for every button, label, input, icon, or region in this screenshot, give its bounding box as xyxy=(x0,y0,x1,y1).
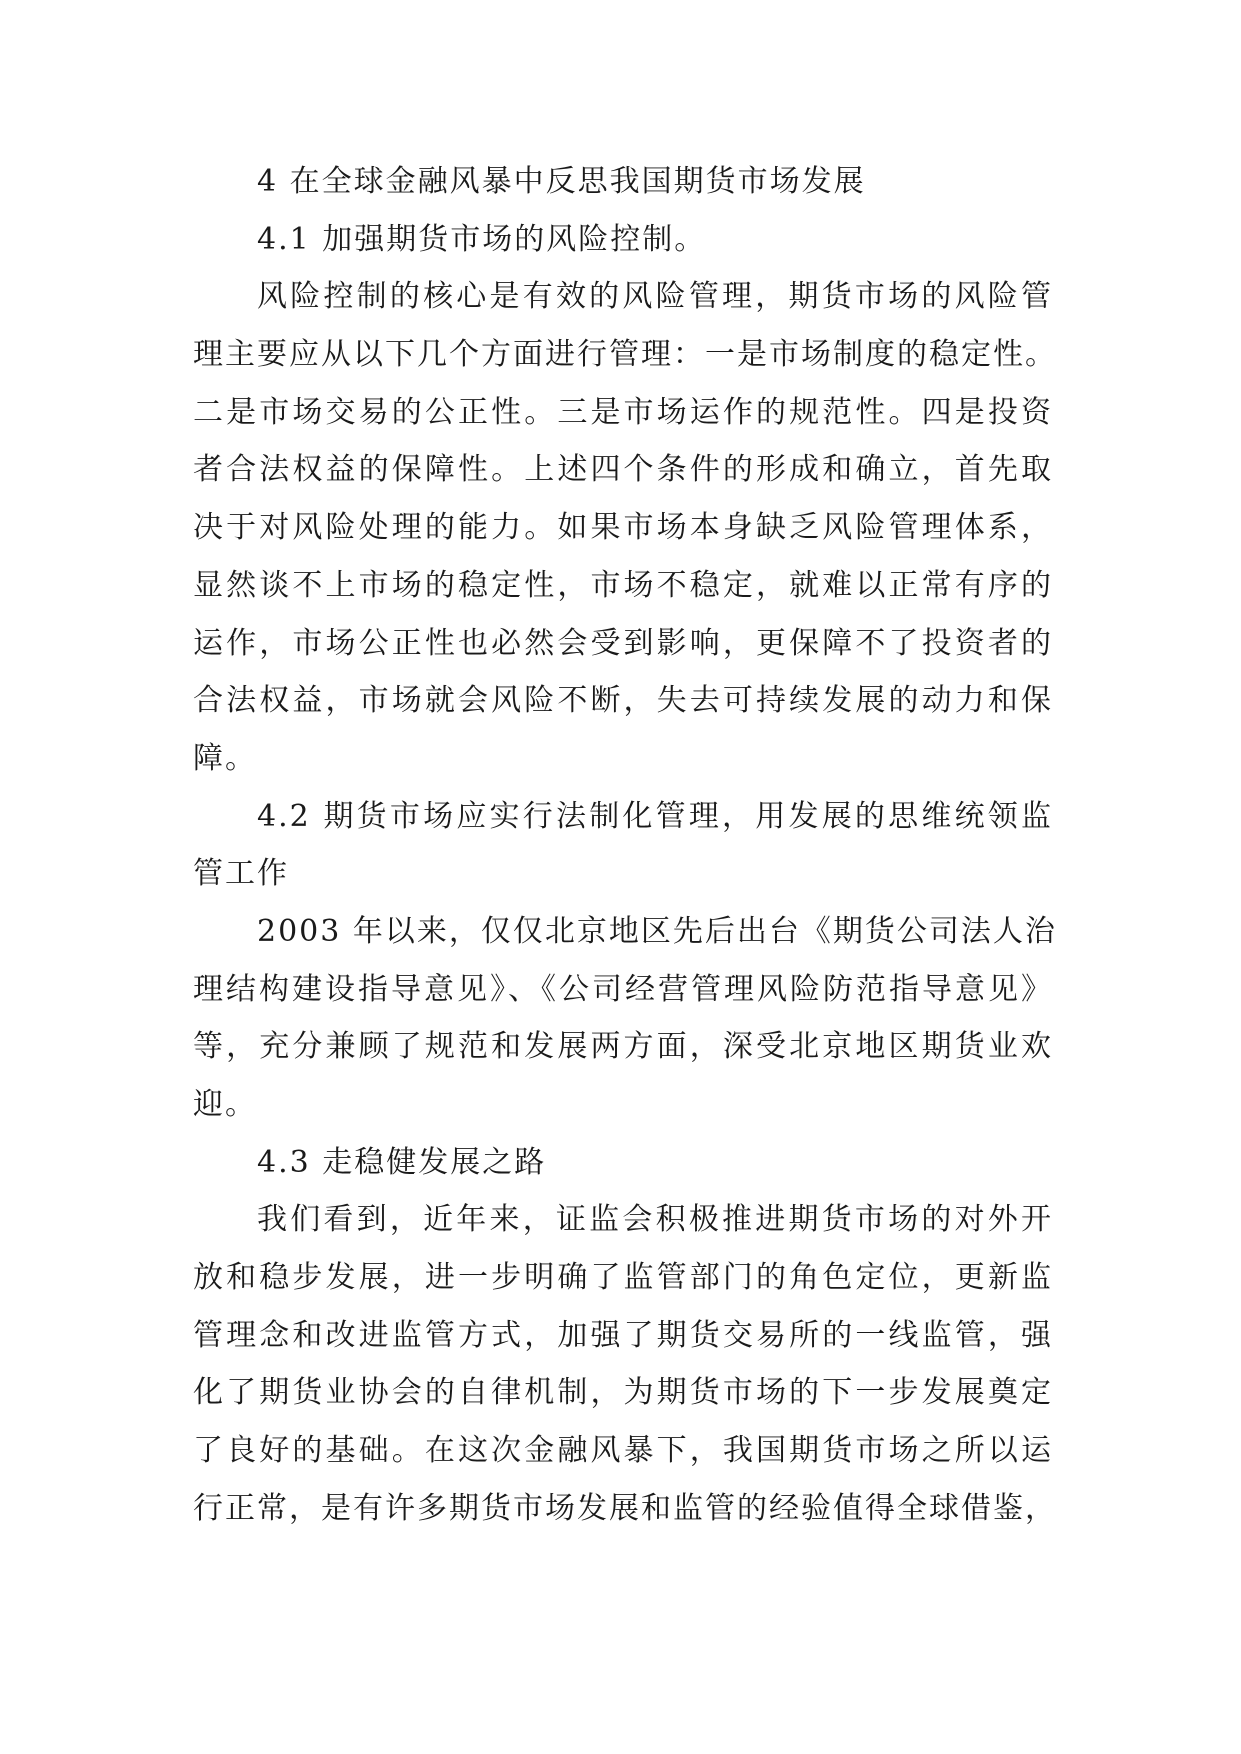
text-line: 放和稳步发展，进一步明确了监管部门的角色定位，更新监 xyxy=(193,1260,1053,1296)
text-line: 我们看到，近年来，证监会积极推进期货市场的对外开 xyxy=(257,1202,1053,1238)
section-heading xyxy=(193,153,1053,211)
text-line: 二是市场交易的公正性。三是市场运作的规范性。四是投资 xyxy=(193,394,1053,430)
text-line: 风险控制的核心是有效的风险管理，期货市场的风险管 xyxy=(257,279,1053,315)
text-line: 理主要应从以下几个方面进行管理：一是市场制度的稳定性。 xyxy=(193,337,1057,373)
body-paragraph xyxy=(193,903,1057,1134)
text-line: 4.3 走稳健发展之路 xyxy=(257,1144,547,1180)
body-paragraph xyxy=(193,1191,1057,1537)
text-line: 行正常，是有许多期货市场发展和监管的经验值得全球借鉴， xyxy=(193,1490,1057,1526)
text-line: 管工作 xyxy=(193,856,289,892)
text-line: 等，充分兼顾了规范和发展两方面，深受北京地区期货业欢 xyxy=(193,1029,1053,1065)
text-line: 4.1 加强期货市场的风险控制。 xyxy=(257,221,707,257)
text-line: 2003 年以来，仅仅北京地区先后出台《期货公司法人治 xyxy=(257,913,1057,949)
text-line: 4 在全球金融风暴中反思我国期货市场发展 xyxy=(257,164,866,199)
text-line: 迎。 xyxy=(193,1087,257,1122)
text-line: 运作，市场公正性也必然会受到影响，更保障不了投资者的 xyxy=(193,625,1053,661)
text-line: 理结构建设指导意见》、《公司经营管理风险防范指导意见》 xyxy=(193,971,1053,1007)
text-line: 化了期货业协会的自律机制，为期货市场的下一步发展奠定 xyxy=(193,1375,1053,1411)
text-line: 决于对风险处理的能力。如果市场本身缺乏风险管理体系， xyxy=(193,510,1053,546)
document-body xyxy=(193,153,1057,1538)
text-line: 障。 xyxy=(193,740,257,776)
section-heading xyxy=(193,211,1053,269)
text-line: 管理念和改进监管方式，加强了期货交易所的一线监管，强 xyxy=(193,1317,1053,1353)
text-line: 4.2 期货市场应实行法制化管理，用发展的思维统领监 xyxy=(257,798,1053,834)
text-line: 显然谈不上市场的稳定性，市场不稳定，就难以正常有序的 xyxy=(193,567,1053,603)
body-paragraph xyxy=(193,268,1057,787)
text-line: 了良好的基础。在这次金融风暴下，我国期货市场之所以运 xyxy=(193,1433,1053,1469)
text-line: 合法权益，市场就会风险不断，失去可持续发展的动力和保 xyxy=(193,683,1053,719)
section-heading xyxy=(193,1134,1053,1192)
text-line: 者合法权益的保障性。上述四个条件的形成和确立，首先取 xyxy=(193,452,1053,488)
section-heading xyxy=(193,788,1053,903)
